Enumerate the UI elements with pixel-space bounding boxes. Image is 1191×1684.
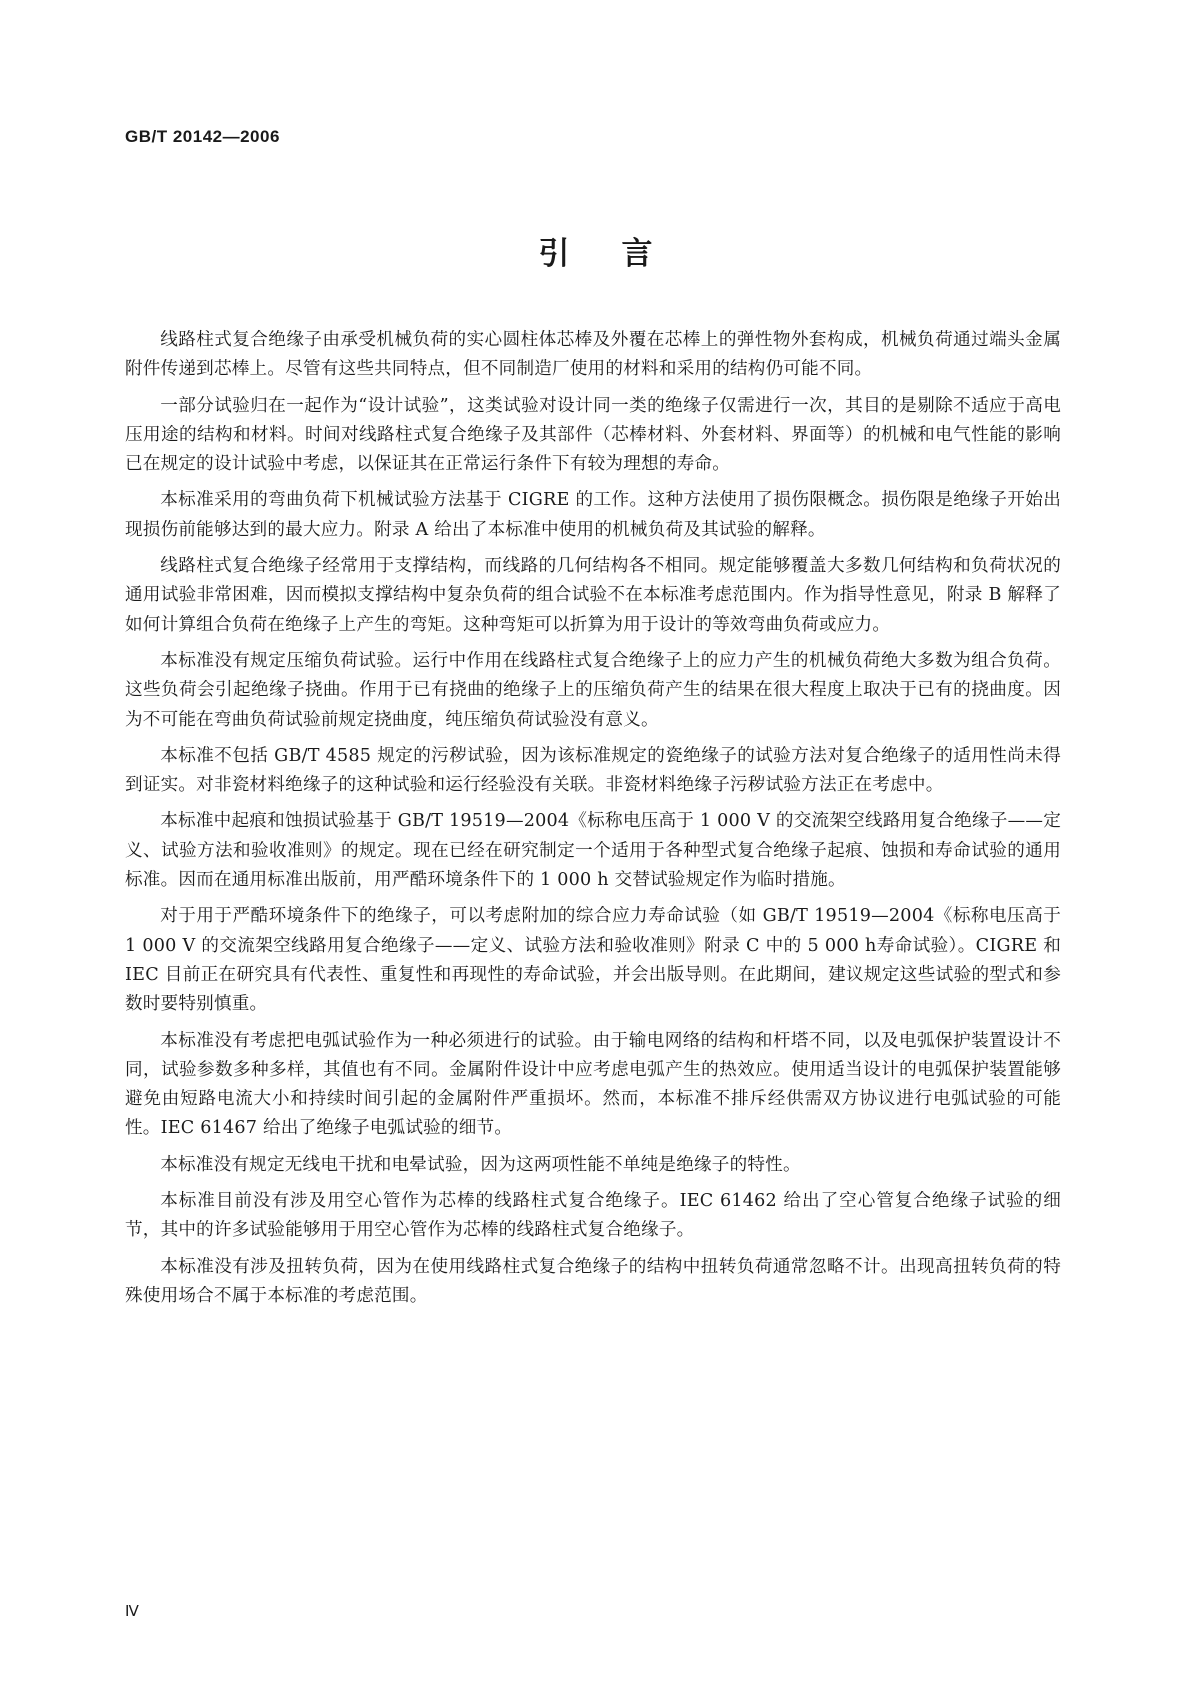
- paragraph-10: 本标准没有规定无线电干扰和电晕试验，因为这两项性能不单纯是绝缘子的特性。: [160, 1154, 801, 1175]
- paragraph-4: 线路柱式复合绝缘子经常用于支撑结构，而线路的几何结构各不相同。规定能够覆盖大多数几何结构和负荷状况的通用试验非常困难，因而模拟支撑结构中复杂负荷的组合试验不在本标准考虑范围内。作为指导性意见，附录 B 解释了如何计算组合负荷在绝缘子上产生的弯矩。这种弯矩可以折算为用于设计的等效弯曲负荷或应力。: [125, 556, 1061, 635]
- standard-code: GB/T 20142—2006: [125, 127, 280, 146]
- page-title: 引言: [538, 236, 705, 272]
- introduction-body: [125, 326, 1061, 1318]
- paragraph-5: 本标准没有规定压缩负荷试验。运行中作用在线路柱式复合绝缘子上的应力产生的机械负荷绝大多数为组合负荷。这些负荷会引起绝缘子挠曲。作用于已有挠曲的绝缘子上的压缩负荷产生的结果在很大程度上取决于已有的挠曲度。因为不可能在弯曲负荷试验前规定挠曲度，纯压缩负荷试验没有意义。: [125, 650, 1061, 730]
- paragraph-11: 本标准目前没有涉及用空心管作为芯棒的线路柱式复合绝缘子。IEC 61462 给出了空心管复合绝缘子试验的细节，其中的许多试验能够用于用空心管作为芯棒的线路柱式复合绝缘子。: [125, 1191, 1061, 1241]
- paragraph-2: 一部分试验归在一起作为“设计试验”，这类试验对设计同一类的绝缘子仅需进行一次，其目的是剔除不适应于高电压用途的结构和材料。时间对线路柱式复合绝缘子及其部件（芯棒材料、外套材料、界面等）的机械和电气性能的影响已在规定的设计试验中考虑，以保证其在正常运行条件下有较为理想的寿命。: [125, 395, 1061, 475]
- paragraph-1: 线路柱式复合绝缘子由承受机械负荷的实心圆柱体芯棒及外覆在芯棒上的弹性物外套构成，机械负荷通过端头金属附件传递到芯棒上。尽管有这些共同特点，但不同制造厂使用的材料和采用的结构仍可能不同。: [125, 330, 1061, 380]
- paragraph-12: 本标准没有涉及扭转负荷，因为在使用线路柱式复合绝缘子的结构中扭转负荷通常忽略不计。出现高扭转负荷的特殊使用场合不属于本标准的考虑范围。: [125, 1256, 1061, 1306]
- paragraph-3: 本标准采用的弯曲负荷下机械试验方法基于 CIGRE 的工作。这种方法使用了损伤限概念。损伤限是绝缘子开始出现损伤前能够达到的最大应力。附录 A 给出了本标准中使用的机械负荷及其试验的解释。: [125, 490, 1061, 540]
- paragraph-9: 本标准没有考虑把电弧试验作为一种必须进行的试验。由于输电网络的结构和杆塔不同，以及电弧保护装置设计不同，试验参数多种多样，其值也有不同。金属附件设计中应考虑电弧产生的热效应。使用适当设计的电弧保护装置能够避免由短路电流大小和持续时间引起的金属附件严重损坏。然而，本标准不排斥经供需双方协议进行电弧试验的可能性。IEC 61467 给出了绝缘子电弧试验的细节。: [125, 1030, 1061, 1139]
- paragraph-6: 本标准不包括 GB/T 4585 规定的污秽试验，因为该标准规定的瓷绝缘子的试验方法对复合绝缘子的适用性尚未得到证实。对非瓷材料绝缘子的这种试验和运行经验没有关联。非瓷材料绝缘子污秽试验方法正在考虑中。: [125, 745, 1061, 796]
- paragraph-7: 本标准中起痕和蚀损试验基于 GB/T 19519—2004《标称电压高于 1 000 V 的交流架空线路用复合绝缘子——定义、试验方法和验收准则》的规定。现在已经在研究制定一个适用于各种型式复合绝缘子起痕、蚀损和寿命试验的通用标准。因而在通用标准出版前，用严酷环境条件下的 1 000 h 交替试验规定作为临时措施。: [125, 811, 1061, 891]
- page-number: Ⅳ: [125, 1604, 139, 1620]
- paragraph-8: 对于用于严酷环境条件下的绝缘子，可以考虑附加的综合应力寿命试验（如 GB/T 19519—2004《标称电压高于 1 000 V 的交流架空线路用复合绝缘子——定义、试验方法和验收准则》附录 C 中的 5 000 h寿命试验）。CIGRE 和 IEC 目前正在研究具有代表性、重复性和再现性的寿命试验，并会出版导则。在此期间，建议规定这些试验的型式和参数时要特别慎重。: [125, 906, 1061, 1015]
